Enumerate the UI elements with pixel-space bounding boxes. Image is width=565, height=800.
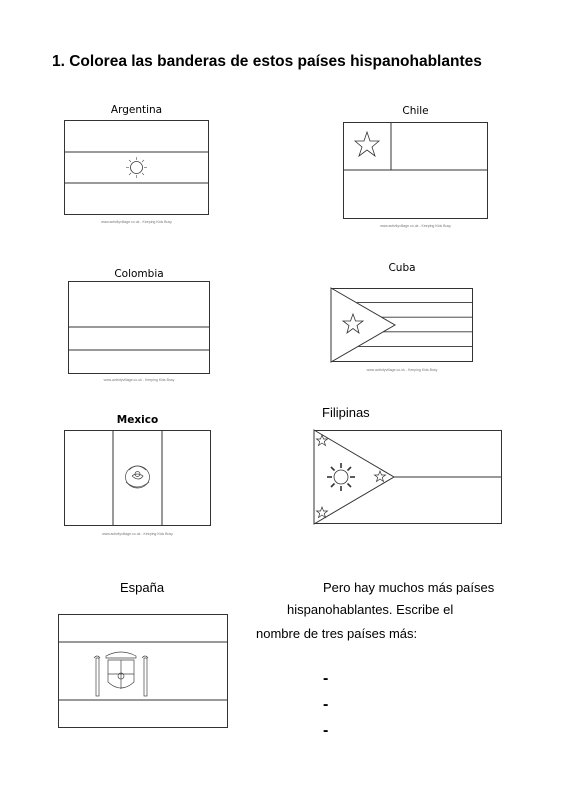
prompt-line-1: Pero hay muchos más países xyxy=(323,580,495,595)
flag-label-chile: Chile xyxy=(402,105,429,117)
flag-credit-cuba: www.activityvillage.co.uk - Keeping Kids Busy xyxy=(366,368,438,372)
prompt-line-2: hispanohablantes. Escribe el xyxy=(287,602,454,617)
flag-label-mexico: Mexico xyxy=(116,414,159,426)
flag-label-cuba: Cuba xyxy=(388,262,416,274)
prompt-line-3: nombre de tres países más: xyxy=(256,626,418,641)
flag-mexico[interactable] xyxy=(64,430,211,526)
worksheet-title: 1. Colorea las banderas de estos países hispanohablantes xyxy=(52,53,482,70)
flag-chile[interactable] xyxy=(343,122,488,219)
flag-argentina[interactable] xyxy=(64,120,209,215)
answer-blank-2[interactable]: - xyxy=(323,696,329,713)
flag-credit-chile: www.activityvillage.co.uk - Keeping Kids Busy xyxy=(380,224,451,228)
flag-colombia[interactable] xyxy=(68,281,210,374)
flag-filipinas[interactable] xyxy=(314,430,502,524)
flag-credit-argentina: www.activityvillage.co.uk - Keeping Kids Busy xyxy=(101,220,172,224)
flag-credit-mexico: www.activityvillage.co.uk - Keeping Kids Busy xyxy=(102,532,173,536)
flag-espana[interactable] xyxy=(58,614,228,728)
answer-blank-3[interactable]: - xyxy=(323,722,329,739)
flag-label-espana: España xyxy=(120,580,165,595)
answer-blank-1[interactable]: - xyxy=(323,670,329,687)
flag-label-argentina: Argentina xyxy=(110,104,163,116)
flag-label-filipinas: Filipinas xyxy=(322,405,370,420)
flag-cuba[interactable] xyxy=(331,288,473,362)
flag-credit-colombia: www.activityvillage.co.uk - Keeping Kids Busy xyxy=(103,378,175,382)
flag-label-colombia: Colombia xyxy=(114,268,164,280)
